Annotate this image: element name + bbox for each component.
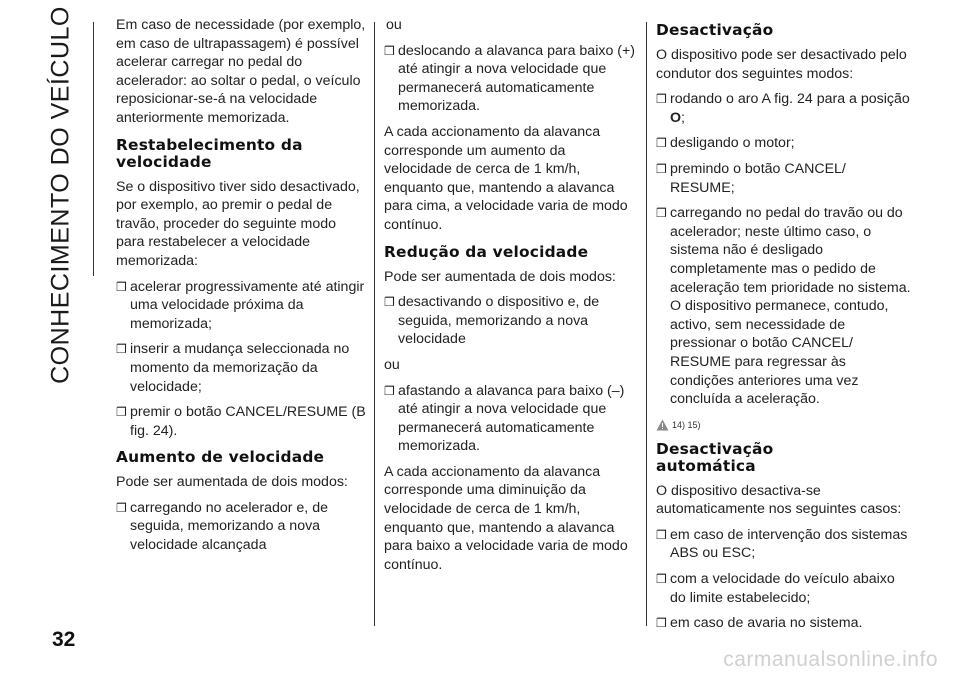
list-item (656, 134, 912, 153)
position-label: O (670, 109, 682, 126)
checkbox-icon: ❒ (656, 616, 667, 631)
list-item-end: ; (681, 109, 685, 126)
list-item-text: afastando a alavanca para baixo (–) até atingir a nova velocidade que permanecerá automaticamente memorizada. (398, 382, 625, 455)
list-item-text: em caso de intervenção dos sistemas ABS ou ESC; (670, 526, 908, 562)
auto-paragraph: O dispositivo desactiva-se automaticamente nos seguintes casos: (656, 482, 902, 518)
warning-triangle-icon (656, 419, 669, 431)
list-item (384, 293, 636, 349)
page-number: 32 (52, 628, 76, 651)
checkbox-icon: ❒ (116, 405, 127, 420)
list-item-text: rodando o aro A fig. 24 para a posição (670, 91, 910, 108)
or-text: ou (384, 356, 400, 373)
column-1 (116, 16, 368, 562)
column-divider (374, 22, 375, 626)
section-title-text: CONHECIMENTO DO VEÍCULO (46, 6, 75, 384)
section-side-title (46, 6, 75, 384)
list-item (116, 340, 368, 396)
margin-rule (93, 22, 94, 276)
list-item (656, 570, 912, 607)
or-text: ou (386, 17, 402, 33)
list-item (656, 614, 912, 633)
checkbox-icon: ❒ (656, 136, 667, 151)
reduce-paragraph: Pode ser aumentada de dois modos: (384, 268, 616, 285)
list-item-text: carregando no pedal do travão ou do acelerador; neste último caso, o sistema não é desligado completamente mas o pedido de aceleração tem prioridade no sistema. O dispositivo permanece, contudo, activo, sem necessidade de pressionar o botão CANCEL/ RESUME para regressar às condições anteriores uma vez concluída a aceleração. (670, 205, 911, 408)
list-item-text: desligando o motor; (670, 135, 795, 152)
list-item (116, 499, 368, 555)
checkbox-icon: ❒ (656, 527, 667, 542)
column-2 (384, 16, 636, 581)
list-item (384, 382, 636, 456)
list-item-text: em caso de avaria no sistema. (670, 615, 863, 632)
checkbox-icon: ❒ (116, 500, 127, 515)
restore-paragraph: Se o dispositivo tiver sido desactivado, por exemplo, ao premir o pedal de travão, proceder do seguinte modo para restabelecer a velocidade memorizada: (116, 178, 360, 269)
list-item (116, 278, 368, 334)
reduce-each-paragraph: A cada accionamento da alavanca corresponde uma diminuição da velocidade de cerca de 1 km/h, enquanto que, mantendo a alavanca para baixo a velocidade varia de modo contínuo. (384, 463, 628, 573)
checkbox-icon: ❒ (656, 92, 667, 107)
heading-restore-speed: Restabelecimento da velocidade (116, 135, 303, 171)
checkbox-icon: ❒ (384, 295, 395, 310)
heading-reduce-speed: Redução da velocidade (384, 242, 589, 261)
list-item-text: premir o botão CANCEL/RESUME (B fig. 24). (130, 404, 366, 439)
checkbox-icon: ❒ (384, 383, 395, 398)
list-item-text: com a velocidade do veículo abaixo do limite estabelecido; (670, 571, 895, 606)
watermark: carmanualsonline.info (723, 648, 938, 671)
deactivation-paragraph: O dispositivo pode ser desactivado pelo condutor dos seguintes modos: (656, 47, 907, 82)
checkbox-icon: ❒ (116, 342, 127, 357)
checkbox-icon: ❒ (656, 206, 667, 221)
list-item-text: acelerar progressivamente até atingir uma velocidade próxima da memorizada; (130, 278, 365, 332)
reference-numbers: 14) 15) (672, 419, 701, 430)
list-item (656, 160, 912, 197)
list-item (656, 526, 912, 563)
intro-paragraph: Em caso de necessidade (por exemplo, em caso de ultrapassagem) é possível acelerar carregar no pedal do acelerador: ao soltar o pedal, o veículo reposicionar-se-á na velocidade anteriormente memorizada. (116, 17, 366, 126)
list-item (384, 42, 636, 116)
checkbox-icon: ❒ (656, 161, 667, 176)
warning-references (656, 416, 912, 432)
list-item (656, 204, 912, 409)
checkbox-icon: ❒ (384, 43, 395, 58)
list-item-text: desactivando o dispositivo e, de seguida, memorizando a nova velocidade (398, 294, 600, 348)
column-divider (646, 22, 647, 626)
list-item-text: carregando no acelerador e, de seguida, memorizando a nova velocidade alcançada (130, 499, 328, 554)
list-item-text: deslocando a alavanca para baixo (+) até atingir a nova velocidade que permanecerá automaticamente memorizada. (398, 42, 636, 115)
list-item-text: premindo o botão CANCEL/ RESUME; (670, 160, 846, 196)
heading-increase-speed: Aumento de velocidade (116, 448, 325, 467)
column-3 (656, 16, 912, 640)
list-item-text: inserir a mudança seleccionada no momento da memorização da velocidade; (130, 341, 350, 395)
checkbox-icon: ❒ (656, 572, 667, 587)
heading-deactivation: Desactivação (656, 21, 774, 39)
list-item (656, 90, 912, 127)
checkbox-icon: ❒ (116, 279, 127, 294)
increase-each-paragraph: A cada accionamento da alavanca corresponde um aumento da velocidade de cerca de 1 km/h, enquanto que, mantendo a alavanca para cima, a velocidade varia de modo contínuo. (384, 123, 628, 233)
increase-paragraph: Pode ser aumentada de dois modos: (116, 474, 348, 491)
list-item (116, 403, 368, 440)
heading-automatic-deactivation: Desactivação automática (656, 439, 774, 475)
